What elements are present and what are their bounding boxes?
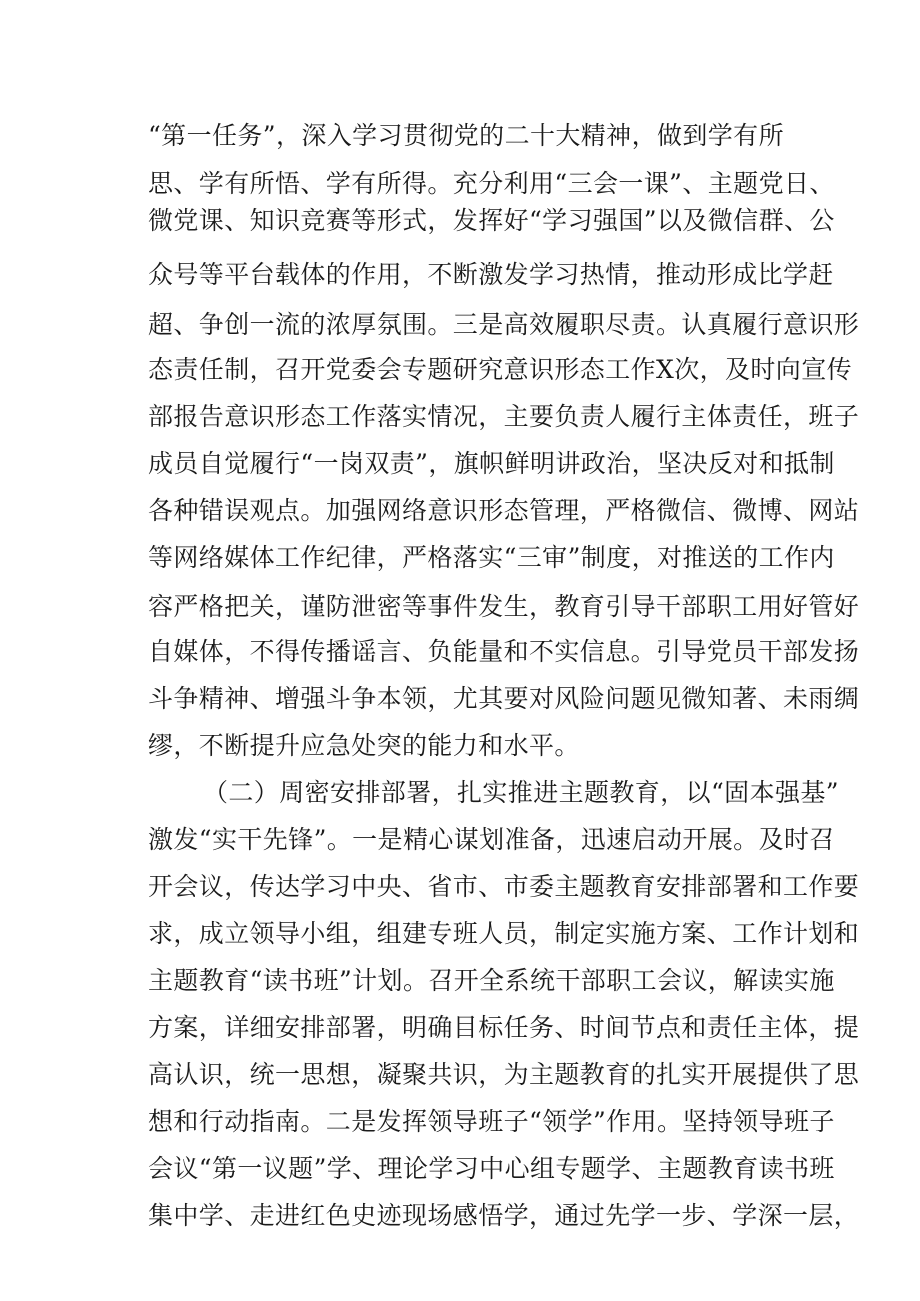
- body-line: 激发“实干先锋”。一是精心谋划准备，迅速启动开展。及时召: [148, 825, 835, 854]
- body-line: 主题教育“读书班”计划。召开全系统干部职工会议，解读实施: [148, 966, 835, 995]
- body-line: 超、争创一流的浓厚氛围。三是高效履职尽责。认真履行意识形: [148, 310, 860, 339]
- body-line: 等网络媒体工作纪律，严格落实“三审”制度，对推送的工作内: [148, 543, 835, 572]
- section-heading-line: （二）周密安排部署，扎实推进主题教育，以“固本强基”: [203, 778, 839, 807]
- body-line: 开会议，传达学习中央、省市、市委主题教育安排部署和工作要: [148, 872, 860, 901]
- body-line: 部报告意识形态工作落实情况，主要负责人履行主体责任，班子: [148, 402, 860, 431]
- body-line: 会议“第一议题”学、理论学习中心组专题学、主题教育读书班: [148, 1154, 835, 1183]
- body-line: 各种错误观点。加强网络意识形态管理，严格微信、微博、网站: [148, 496, 860, 525]
- body-line: 集中学、走进红色史迹现场感悟学，通过先学一步、学深一层，: [148, 1201, 860, 1230]
- body-line: 众号等平台载体的作用，不断激发学习热情，推动形成比学赶: [148, 260, 834, 289]
- body-line: 思、学有所悟、学有所得。充分利用“三会一课”、主题党日、: [148, 169, 835, 198]
- body-line: 想和行动指南。二是发挥领导班子“领学”作用。坚持领导班子: [148, 1107, 835, 1136]
- body-line: 容严格把关，谨防泄密等事件发生，教育引导干部职工用好管好: [148, 592, 860, 621]
- body-line: 缪，不断提升应急处突的能力和水平。: [148, 731, 580, 760]
- body-line: 高认识，统一思想，凝聚共识，为主题教育的扎实开展提供了思: [148, 1060, 860, 1089]
- body-line: 微党课、知识竞赛等形式，发挥好“学习强国”以及微信群、公: [148, 206, 835, 235]
- body-line: 斗争精神、增强斗争本领，尤其要对风险问题见微知著、未雨绸: [148, 684, 860, 713]
- body-line: 自媒体，不得传播谣言、负能量和不实信息。引导党员干部发扬: [148, 637, 860, 666]
- body-line: “第一任务”，深入学习贯彻党的二十大精神，做到学有所: [148, 121, 784, 150]
- body-line: 态责任制，召开党委会专题研究意识形态工作X次，及时向宣传: [148, 355, 853, 384]
- body-line: 成员自觉履行“一岗双责”，旗帜鲜明讲政治，坚决反对和抵制: [148, 449, 835, 478]
- body-line: 方案，详细安排部署，明确目标任务、时间节点和责任主体，提: [148, 1013, 860, 1042]
- body-line: 求，成立领导小组，组建专班人员，制定实施方案、工作计划和: [148, 919, 860, 948]
